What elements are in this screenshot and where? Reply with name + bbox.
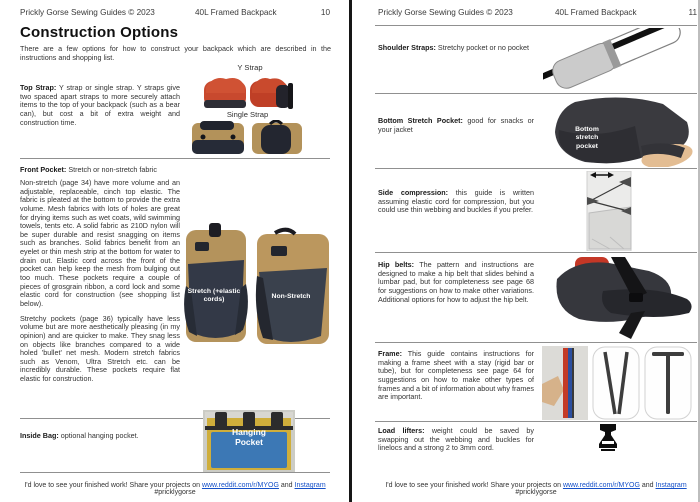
- header-page-number: 11: [688, 8, 697, 17]
- section-text: The pattern and instructions are designed to make a hip belt that slides behind a lumbar pad, but for completeness see page 68 for suggestions on how to make other variations. Additional options for how to adjust the hip belt.: [378, 260, 534, 304]
- section-text: this guide is written assuming elastic cord for compression, but you could use thin webbing and buckles if you prefer.: [378, 188, 534, 215]
- page-footer: [375, 482, 697, 496]
- front-pocket-para2: Stretchy pockets (page 36) typically have less volume but are more aesthetically pleasing (in my opinion) and are quicker to make. They snag less on objects like branches compared to a wide holed 'bullet' net mesh. Modern stretch fabrics such as Venom, Ultra Stretch etc. can be incredibly durable. These pockets require flat elastic for construction.: [20, 313, 180, 384]
- section-label: Top Strap:: [20, 83, 57, 92]
- section-text: weight could be saved by swapping out the webbing and buckles for linelocs and a strong 2 to 3mm cord.: [378, 426, 534, 453]
- section-shoulder-straps: [378, 44, 534, 53]
- side-compression-diagram: [578, 171, 640, 251]
- header-doc-title: 40L Framed Backpack: [195, 8, 277, 17]
- frame-stay-photo: [542, 346, 588, 420]
- section-text: This guide contains instructions for making a frame sheet with a stay (rigid bar or tube), but for completeness see page 64 for suggestions on how to make other types of frames and a bit of information about why frames are important.: [378, 349, 534, 402]
- load-lifter-buckle-icon: [597, 424, 619, 451]
- header-brand: Prickly Gorse Sewing Guides © 2023: [378, 8, 513, 17]
- footer-text: I'd love to see your finished work! Share your projects on: [24, 482, 202, 489]
- section-label: Load lifters:: [378, 426, 425, 435]
- page-left: [0, 0, 349, 502]
- divider: [375, 342, 697, 343]
- section-subtitle: Stretch or non-stretch fabric: [66, 165, 158, 174]
- footer-text: and: [278, 482, 295, 489]
- instagram-link[interactable]: Instagram: [294, 482, 326, 489]
- y-strap-photo: [200, 73, 300, 111]
- page-footer: [20, 482, 330, 496]
- page-right: [352, 0, 700, 502]
- footer-text: I'd love to see your finished work! Share your projects on: [385, 482, 563, 489]
- page-title: Construction Options: [20, 24, 179, 41]
- section-label: Inside Bag:: [20, 431, 59, 440]
- divider: [20, 472, 330, 473]
- section-label: Bottom Stretch Pocket:: [378, 116, 463, 125]
- intro-paragraph: There are a few options for how to construct your backpack which are described in the instructions and shopping list.: [20, 44, 331, 62]
- section-inside-bag: [20, 432, 195, 441]
- divider: [375, 421, 697, 422]
- stretch-pocket-photo: [183, 190, 331, 348]
- hanging-pocket-label: Hanging Pocket: [232, 427, 266, 447]
- single-strap-caption: Single Strap: [226, 110, 269, 119]
- reddit-link[interactable]: www.reddit.com/r/MYOG: [201, 482, 279, 489]
- stretch-pocket-label: Stretch (+elastic cords): [187, 288, 241, 304]
- section-label: Frame:: [378, 349, 402, 358]
- divider: [375, 168, 697, 169]
- v-frame-diagram: [592, 346, 640, 420]
- section-bottom-stretch-pocket: [378, 117, 534, 134]
- divider: [20, 158, 330, 159]
- reddit-link[interactable]: www.reddit.com/r/MYOG: [562, 482, 640, 489]
- section-text: Stretchy pocket or no pocket: [435, 43, 530, 52]
- divider: [375, 252, 697, 253]
- t-frame-diagram: [644, 346, 692, 420]
- shoulder-strap-drawing: [543, 28, 695, 90]
- section-load-lifters: [378, 427, 534, 453]
- nonstretch-pocket-label: Non-Stretch: [271, 293, 311, 300]
- section-label: Hip belts:: [378, 260, 415, 269]
- section-label: Front Pocket:: [20, 165, 67, 174]
- header-brand: Prickly Gorse Sewing Guides © 2023: [20, 8, 155, 17]
- divider: [375, 93, 697, 94]
- single-strap-photo: [190, 120, 305, 156]
- footer-hashtag: #pricklygorse: [154, 489, 196, 496]
- section-front-pocket-heading: [20, 166, 330, 175]
- header-page-number: 10: [320, 8, 330, 17]
- front-pocket-para1: Non-stretch (page 34) have more volume and an adjustable, replaceable, cinch top elastic. The fabric is pleated at the bottom to provide the extra volume. Mesh fabrics with lots of holes are great for drying items such as wet coats, wild swimming towels, tents etc. A solid fabric as 210D nylon will be super durable and resist snagging on items such as branches. Solid fabrics benefit from an eyelet or thin mesh strip at the bottom for water to drain out. Elastic cord across the front of the pocket can help keep the mesh from bulging out too much. These pockets require a couple of pieces of grosgrain ribbon, a cord lock and some elastic cord for construction (see shopping list below).: [20, 178, 180, 308]
- section-text: good for snacks or your jacket: [378, 116, 534, 134]
- section-frame: [378, 350, 534, 402]
- section-text: optional hanging pocket.: [58, 431, 139, 440]
- bottom-pocket-label: Bottom stretch pocket: [575, 126, 599, 150]
- section-label: Shoulder Straps:: [378, 43, 436, 52]
- hip-belt-photo: [545, 255, 697, 340]
- section-text: Y strap or single strap. Y straps give two spaced apart straps to more securely attach items to the top of your backpack (such as a bear can), but cost a bit of extra weight and construction time.: [20, 83, 180, 127]
- section-top-strap: [20, 84, 180, 127]
- section-side-compression: [378, 189, 534, 215]
- front-pocket-paragraphs: [20, 179, 180, 390]
- section-hip-belts: [378, 261, 534, 304]
- y-strap-caption: Y Strap: [237, 63, 263, 72]
- footer-text: and: [639, 482, 656, 489]
- page-spine-divider: [349, 0, 352, 502]
- header-doc-title: 40L Framed Backpack: [555, 8, 637, 17]
- footer-hashtag: #pricklygorse: [515, 489, 557, 496]
- section-label: Side compression:: [378, 188, 449, 197]
- instagram-link[interactable]: Instagram: [655, 482, 687, 489]
- divider: [375, 25, 697, 26]
